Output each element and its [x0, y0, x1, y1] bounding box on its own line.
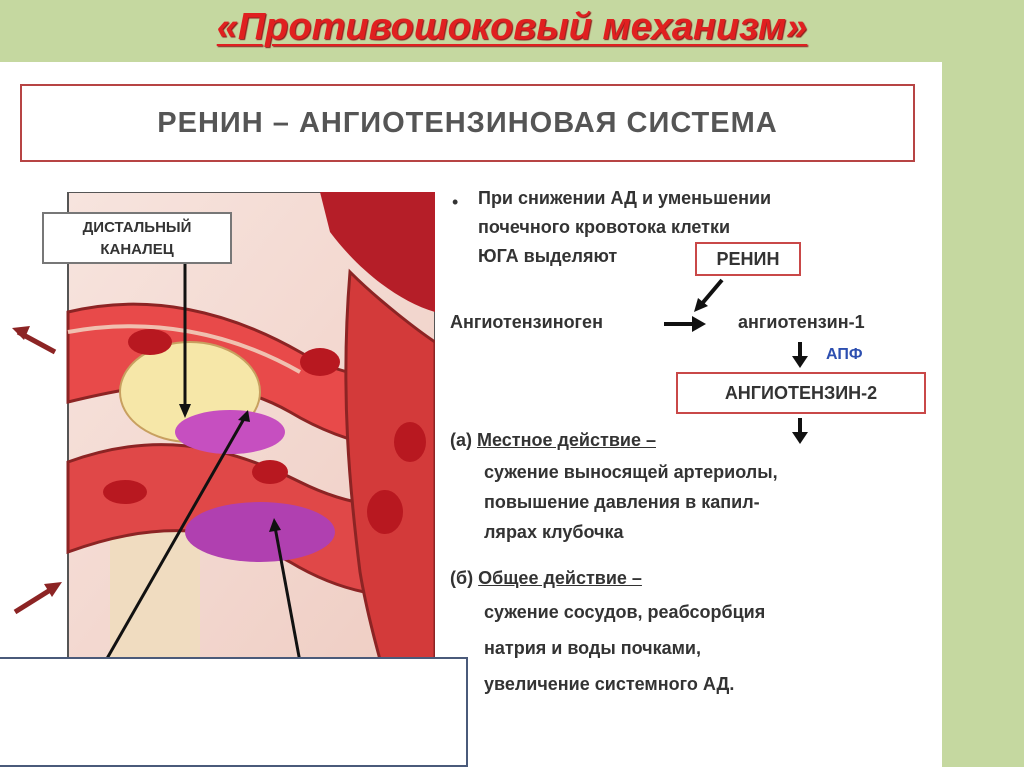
conversion-arrow: [662, 314, 708, 334]
distal-tubule-label: [42, 212, 232, 264]
angiotensin-2-box: АНГИОТЕНЗИН-2: [676, 372, 926, 414]
angiotensin-1: ангиотензин-1: [738, 312, 865, 332]
bullet: •: [452, 192, 459, 212]
blank-box: [0, 657, 468, 767]
general-line-3: увеличение системного АД.: [484, 674, 735, 694]
local-line-2: повышение давления в капил-: [484, 492, 760, 512]
renin-arrow: [690, 276, 730, 316]
local-title: Местное действие –: [477, 430, 656, 450]
general-action-heading: [450, 568, 642, 589]
angiotensinogen: Ангиотензиноген: [450, 312, 603, 332]
angiotensin-2-arrow: [788, 416, 812, 446]
slide-panel: [0, 62, 942, 767]
general-title: Общее действие –: [478, 568, 642, 588]
slide-title: «Противошоковый механизм»: [216, 6, 808, 48]
local-prefix: (а): [450, 430, 472, 450]
label-line-1: ДИСТАЛЬНЫЙ: [82, 219, 192, 236]
general-prefix: (б): [450, 568, 474, 588]
ace-arrow: [788, 340, 812, 370]
label-line-2: КАНАЛЕЦ: [100, 241, 174, 258]
renin-box: РЕНИН: [695, 242, 801, 276]
header-box: РЕНИН – АНГИОТЕНЗИНОВАЯ СИСТЕМА: [20, 84, 915, 162]
local-action-heading: [450, 430, 656, 451]
intro-line-1: При снижении АД и уменьшении: [478, 188, 772, 208]
intro-line-2: почечного кровотока клетки: [478, 217, 731, 237]
local-line-1: сужение выносящей артериолы,: [484, 462, 778, 482]
general-line-1: сужение сосудов, реабсорбция: [484, 602, 766, 622]
local-line-3: лярах клубочка: [484, 522, 624, 542]
general-line-2: натрия и воды почками,: [484, 638, 701, 658]
ace-label: АПФ: [826, 346, 863, 363]
intro-line-3: ЮГА выделяют: [478, 246, 618, 266]
